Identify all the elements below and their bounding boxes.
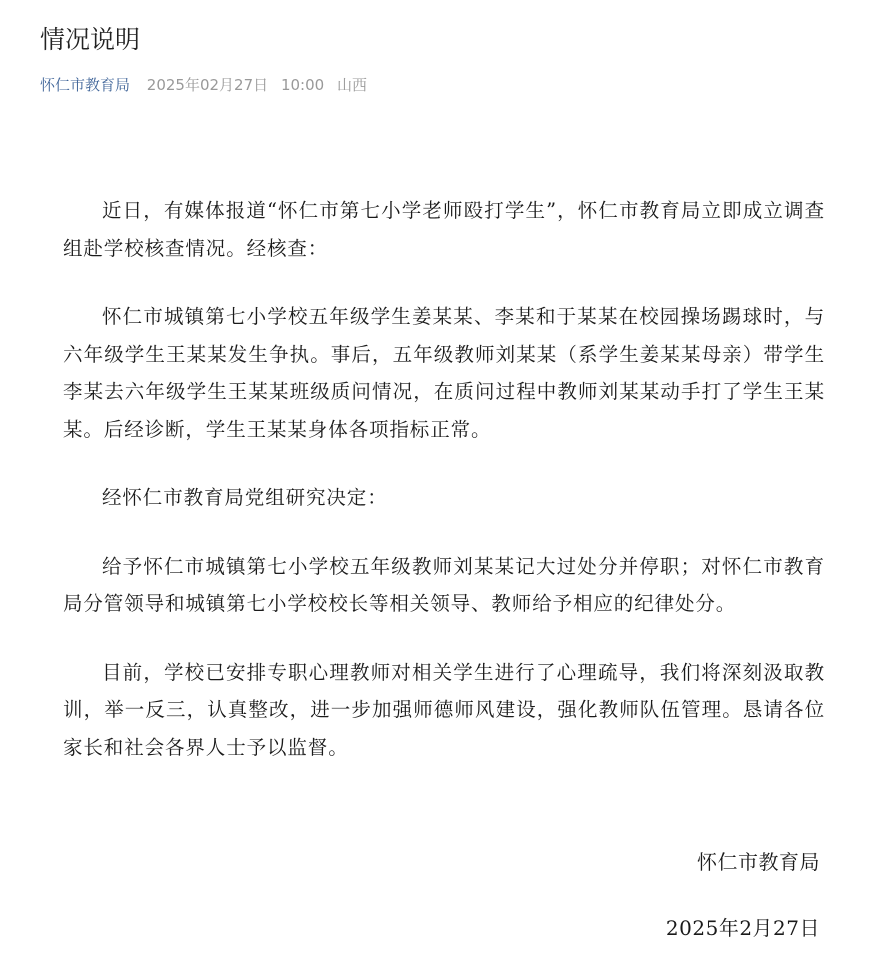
signature-org: 怀仁市教育局 [697,850,820,874]
publish-location: 山西 [336,76,367,94]
publish-time: 10:00 [280,76,325,94]
body-paragraph: 目前，学校已安排专职心理教师对相关学生进行了心理疏导，我们将深刻汲取教训，举一反三，认真整改，进一步加强师德师风建设，强化教师队伍管理。恳请各位家长和社会各界人士予以监督。 [63,660,825,759]
source-link[interactable]: 怀仁市教育局 [40,76,131,94]
body-paragraph: 经怀仁市教育局党组研究决定： [102,486,388,509]
article-meta [40,74,375,96]
body-paragraph: 近日，有媒体报道“怀仁市第七小学老师殴打学生”，怀仁市教育局立即成立调查组赴学校核查情况。经核查： [63,199,825,260]
body-paragraph: 怀仁市城镇第七小学校五年级学生姜某某、李某和于某某在校园操场踢球时，与六年级学生王某某发生争执。事后，五年级教师刘某某（系学生姜某某母亲）带学生李某去六年级学生王某某班级质问情况，在质问过程中教师刘某某动手打了学生王某某。后经诊断，学生王某某身体各项指标正常。 [63,305,825,441]
article-title: 情况说明 [40,25,141,54]
signature-date: 2025年2月27日 [665,916,820,940]
publish-date: 2025年02月27日 [146,76,269,94]
body-paragraph: 给予怀仁市城镇第七小学校五年级教师刘某某记大过处分并停职；对怀仁市教育局分管领导和城镇第七小学校校长等相关领导、教师给予相应的纪律处分。 [63,554,825,615]
article-body [63,192,825,797]
